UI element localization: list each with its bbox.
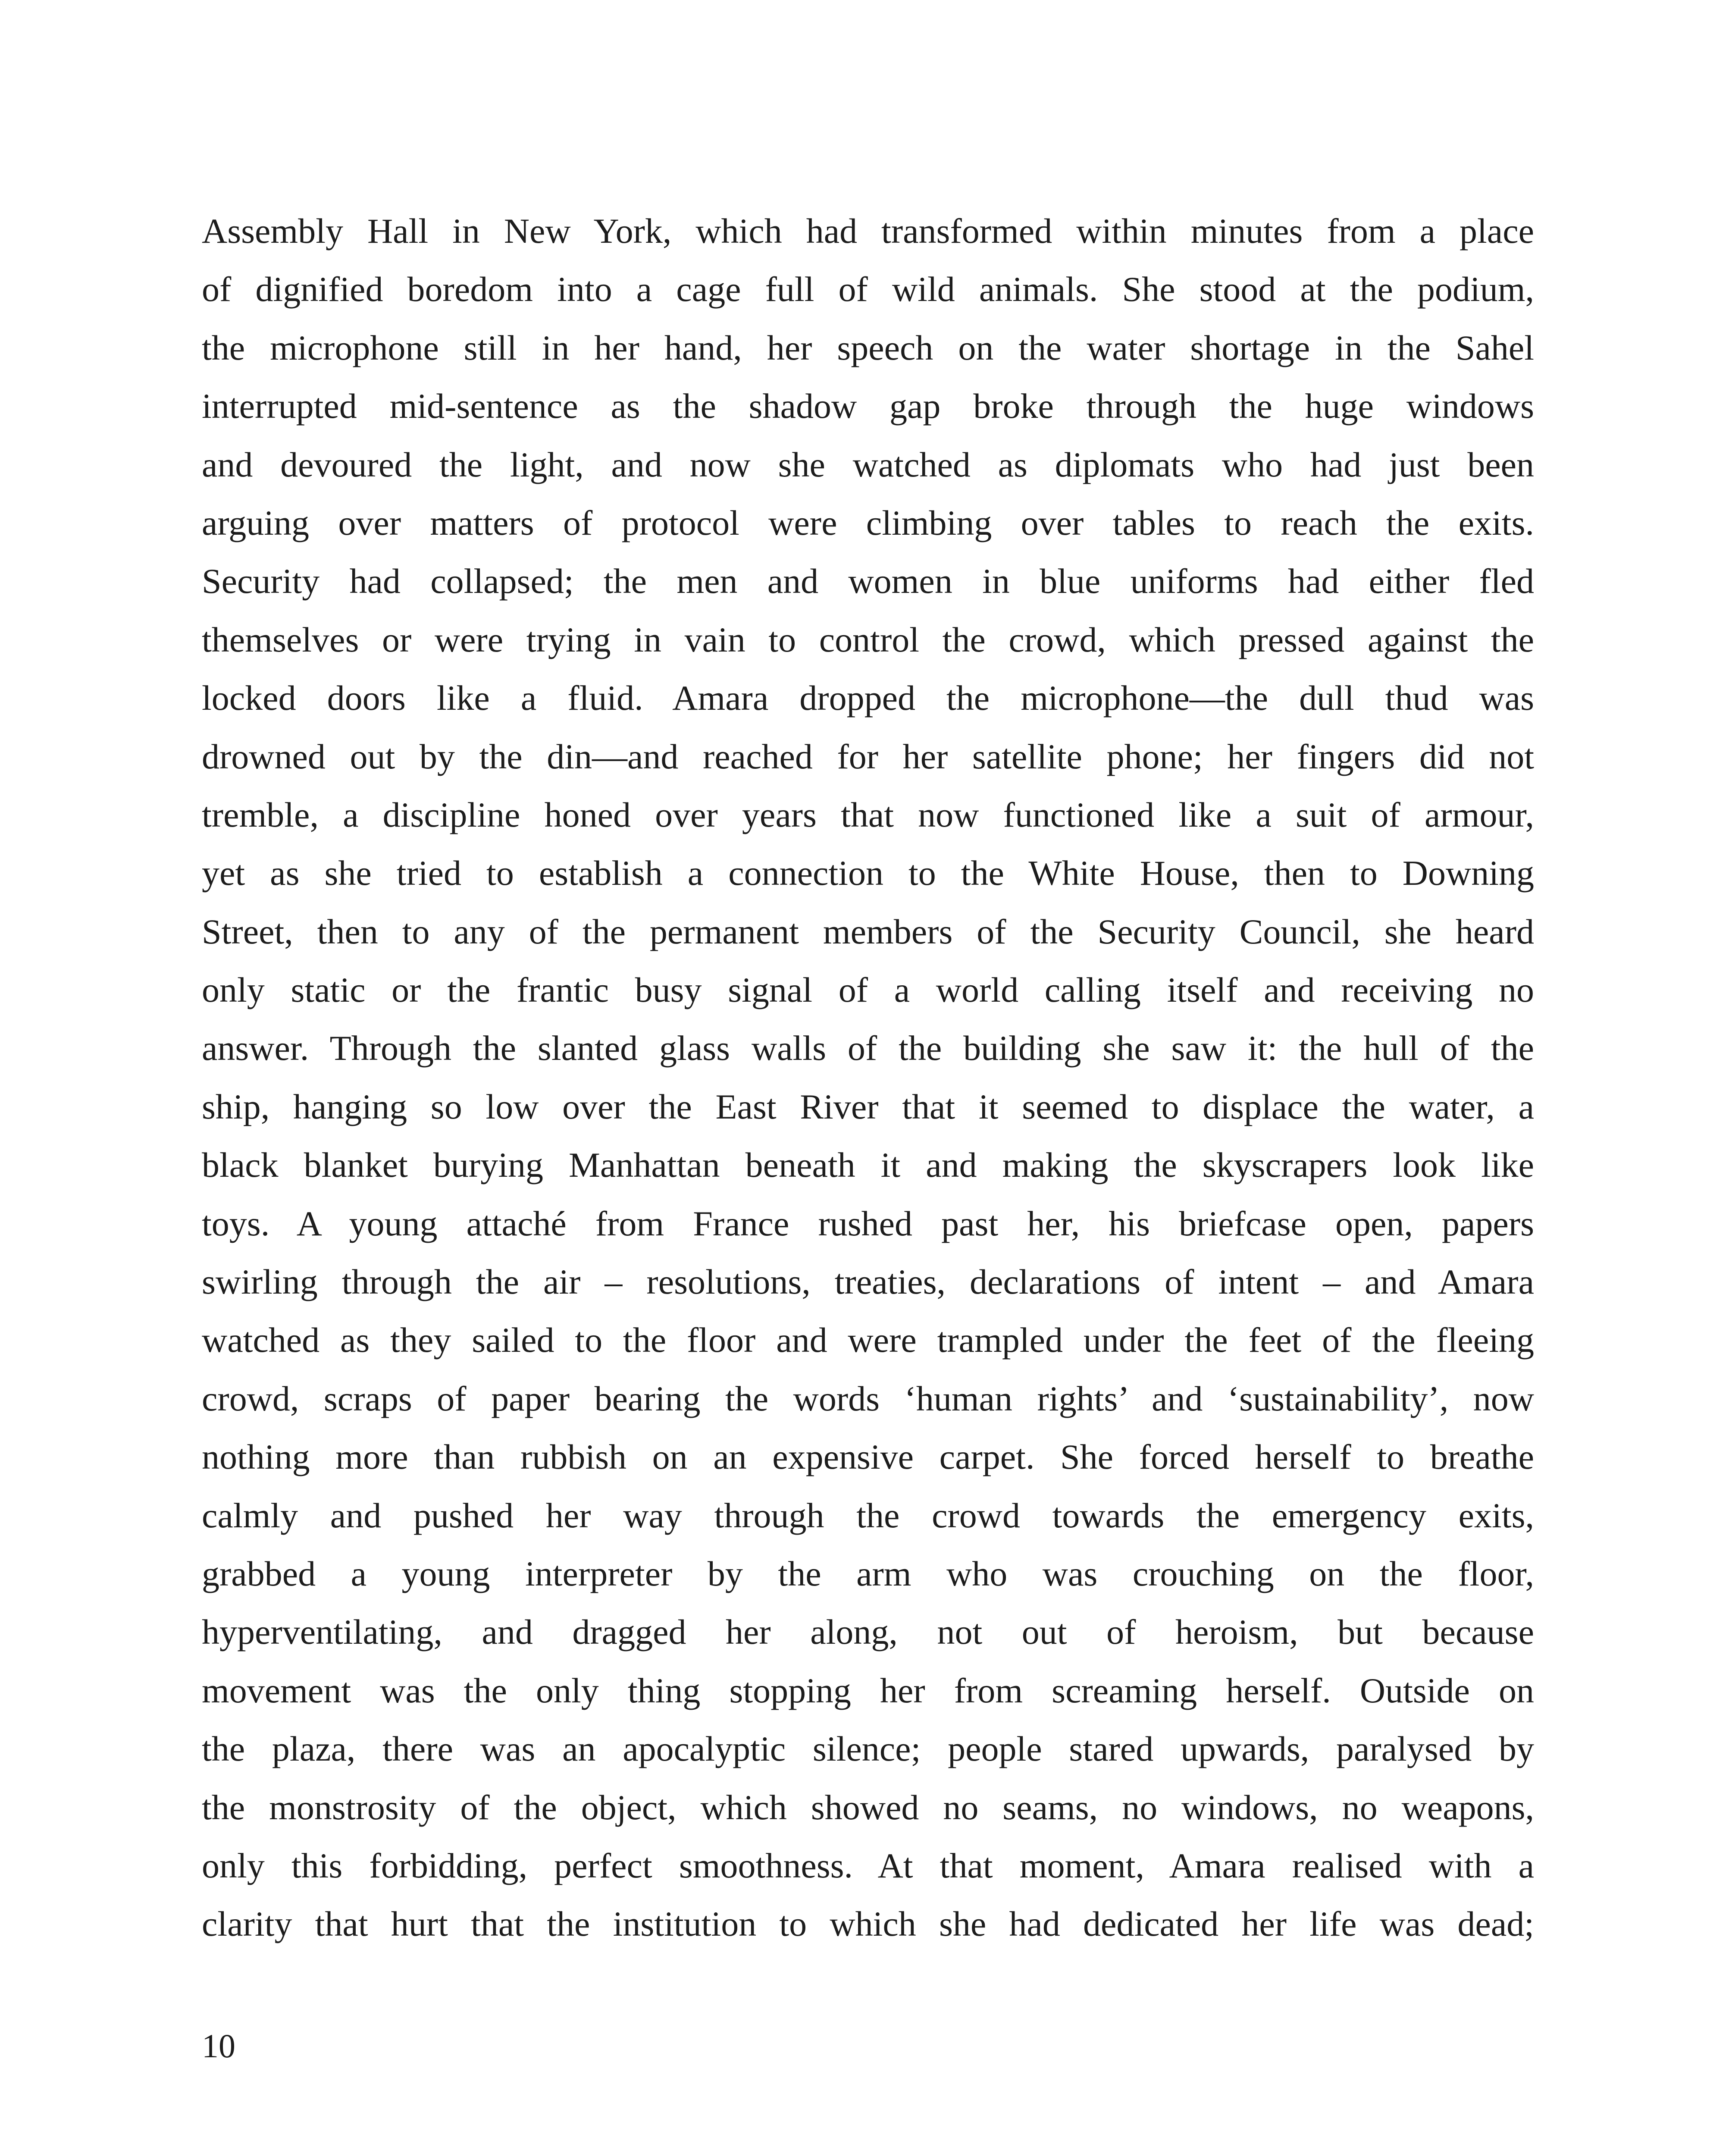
text-line: grabbed a young interpreter by the arm who was crouching on the floor, xyxy=(202,1554,1534,1593)
text-line: the microphone still in her hand, her speech on the water shortage in the Sahel xyxy=(202,328,1534,367)
text-line: tremble, a discipline honed over years that now functioned like a suit of armour, xyxy=(202,795,1534,834)
text-line: Street, then to any of the permanent members of the Security Council, she heard xyxy=(202,912,1534,951)
text-line: answer. Through the slanted glass walls of the building she saw it: the hull of the xyxy=(202,1028,1534,1068)
text-line: watched as they sailed to the floor and were trampled under the feet of the fleeing xyxy=(202,1320,1534,1360)
text-line: black blanket burying Manhattan beneath it and making the skyscrapers look like xyxy=(202,1145,1534,1185)
text-line: hyperventilating, and dragged her along, not out of heroism, but because xyxy=(202,1612,1534,1652)
text-line: toys. A young attaché from France rushed past her, his briefcase open, papers xyxy=(202,1203,1534,1243)
text-line: locked doors like a fluid. Amara dropped the microphone—the dull thud was xyxy=(202,678,1534,718)
text-line: the plaza, there was an apocalyptic silence; people stared upwards, paralysed by xyxy=(202,1729,1534,1769)
text-line: clarity that hurt that the institution to which she had dedicated her life was dead; xyxy=(202,1904,1534,1944)
body-paragraph xyxy=(202,202,1534,1953)
page-number: 10 xyxy=(202,2027,235,2065)
text-line: yet as she tried to establish a connection to the White House, then to Downing xyxy=(202,853,1534,893)
text-line: of dignified boredom into a cage full of wild animals. She stood at the podium, xyxy=(202,270,1534,309)
text-line: Assembly Hall in New York, which had transformed within minutes from a place xyxy=(202,211,1534,251)
text-line: the monstrosity of the object, which showed no seams, no windows, no weapons, xyxy=(202,1787,1534,1827)
text-line: drowned out by the din—and reached for her satellite phone; her fingers did not xyxy=(202,736,1534,776)
text-line: and devoured the light, and now she watched as diplomats who had just been xyxy=(202,445,1534,484)
text-line: nothing more than rubbish on an expensive carpet. She forced herself to breathe xyxy=(202,1437,1534,1477)
text-line: movement was the only thing stopping her from screaming herself. Outside on xyxy=(202,1670,1534,1710)
text-line: swirling through the air – resolutions, treaties, declarations of intent – and Amara xyxy=(202,1262,1534,1302)
text-line: crowd, scraps of paper bearing the words ‘human rights’ and ‘sustainability’, now xyxy=(202,1379,1534,1418)
text-line: only static or the frantic busy signal of a world calling itself and receiving no xyxy=(202,970,1534,1010)
text-line: Security had collapsed; the men and women in blue uniforms had either fled xyxy=(202,561,1534,601)
text-line: calmly and pushed her way through the crowd towards the emergency exits, xyxy=(202,1495,1534,1535)
text-line: ship, hanging so low over the East River that it seemed to displace the water, a xyxy=(202,1087,1534,1126)
text-line: only this forbidding, perfect smoothness. At that moment, Amara realised with a xyxy=(202,1846,1534,1885)
text-line: themselves or were trying in vain to control the crowd, which pressed against the xyxy=(202,620,1534,659)
text-line: interrupted mid-sentence as the shadow gap broke through the huge windows xyxy=(202,386,1534,426)
text-line: arguing over matters of protocol were climbing over tables to reach the exits. xyxy=(202,503,1534,542)
